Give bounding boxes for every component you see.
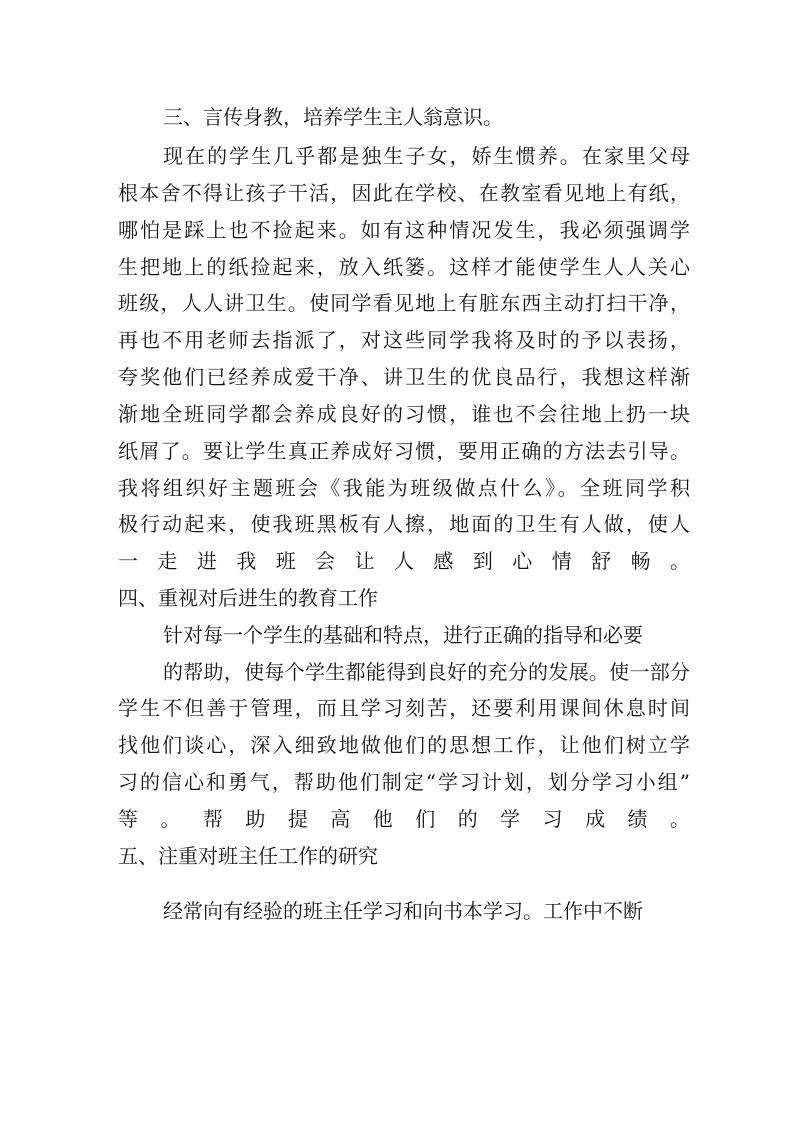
paragraph-line: 找他们谈心，深入细致地做他们的思想工作，让他们树立学 [118, 733, 690, 757]
paragraph-line: 渐地全班同学都会养成良好的习惯，谁也不会往地上扔一块 [118, 402, 690, 426]
paragraph-line: 等。帮助提高他们的学习成绩。 [118, 807, 690, 831]
paragraph-line: 极行动起来，使我班黑板有人擦，地面的卫生有人做，使人 [118, 512, 690, 536]
paragraph-line: 习的信心和勇气，帮助他们制定“学习计划，划分学习小组” [118, 770, 690, 794]
paragraph-line: 班级，人人讲卫生。使同学看见地上有脏东西主动打扫干净， [118, 291, 690, 315]
paragraph-line: 纸屑了。要让学生真正养成好习惯，要用正确的方法去引导。 [118, 439, 690, 463]
section-heading-3: 三、言传身教，培养学生主人翁意识。 [163, 105, 503, 129]
paragraph-line: 夸奖他们已经养成爱干净、讲卫生的优良品行，我想这样渐 [118, 365, 690, 389]
paragraph-line: 的帮助，使每个学生都能得到良好的充分的发展。使一部分 [163, 660, 690, 684]
paragraph-line: 根本舍不得让孩子干活，因此在学校、在教室看见地上有纸， [118, 181, 690, 205]
paragraph-line: 一走进我班会让人感到心情舒畅。 [118, 549, 690, 573]
paragraph-line: 我将组织好主题班会《我能为班级做点什么》。全班同学积 [118, 476, 690, 500]
paragraph-line: 哪怕是踩上也不捡起来。如有这种情况发生，我必须强调学 [118, 218, 690, 242]
section-heading-5: 经常向有经验的班主任学习和向书本学习。工作中不断 [163, 899, 643, 923]
paragraph-line: 再也不用老师去指派了，对这些同学我将及时的予以表扬， [118, 328, 690, 352]
section-heading-4: 针对每一个学生的基础和特点，进行正确的指导和必要 [163, 623, 643, 647]
paragraph-line [163, 928, 690, 968]
paragraph-line: 学生不但善于管理，而且学习刻苦，还要利用课间休息时间 [118, 696, 690, 720]
paragraph-line: 五、注重对班主任工作的研究 [118, 844, 378, 868]
paragraph-line: 现在的学生几乎都是独生子女，娇生惯养。在家里父母 [163, 144, 690, 168]
paragraph-line: 四、重视对后进生的教育工作 [118, 586, 378, 610]
paragraph-line: 生把地上的纸捡起来，放入纸篓。这样才能使学生人人关心 [118, 255, 690, 279]
